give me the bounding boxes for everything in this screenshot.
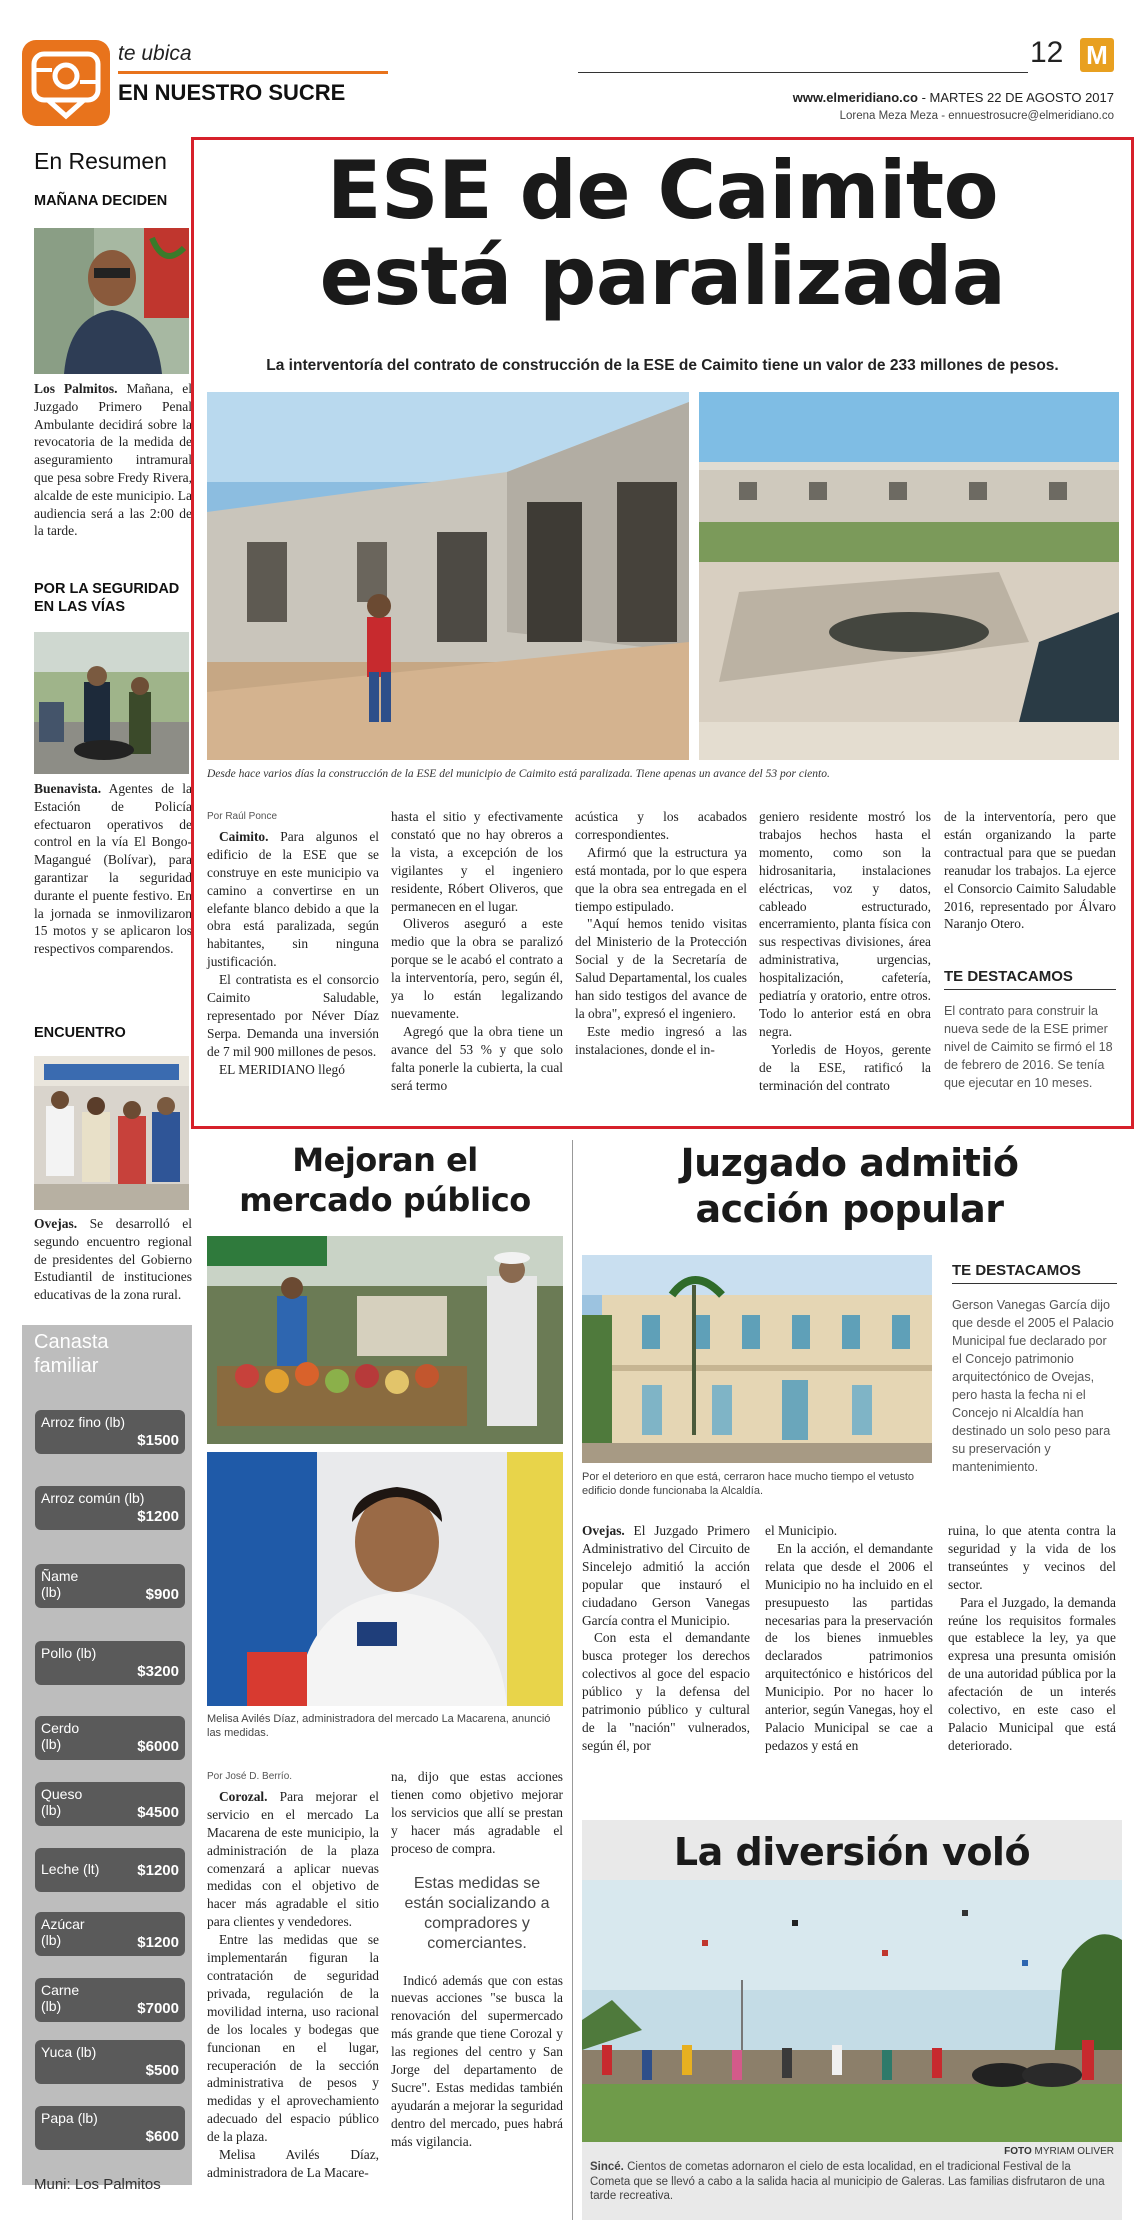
diversion-caption-text: Cientos de cometas adornaron el cielo de esta localidad, en el tradicional Festival de la Cometa que se llevó a cabo a la salida hacia al municipio de Galeras. Las familias disfrutaron de una tarde recreativa.	[590, 2161, 1105, 2202]
mercado-byline: Por José D. Berrío.	[207, 1771, 293, 1782]
main-subhead: La interventoría del contrato de construcción de la ESE de Caimito tiene un valor de 233 millones de pesos.	[266, 357, 1059, 374]
sidebar-title: En Resumen	[34, 148, 167, 174]
diversion-caption-lead: Sincé.	[590, 2161, 624, 2173]
mercado-paragraph: Entre las medidas que se implementarán figuran la contratación de seguridad privada, regulación de la movilidad interna, uso racional de los locales y bodegas que funcionan en el lugar, recuperación de la sección administrativa de pesos y medidas y el aprovechamiento adecuado del espacio público de la plaza.	[207, 1932, 379, 2145]
sidebar-text	[34, 1215, 192, 1304]
mercado-photo-stall	[207, 1236, 563, 1444]
sidebar-footer: Muni: Los Palmitos	[34, 2176, 161, 2193]
sidebar-lead: Buenavista.	[34, 781, 102, 796]
main-paragraph: de la interventoría, pero que están organizando la parte contractual para que se puedan reanudar los trabajos. La ejerce el Consorcio Caimito Saludable 2016, representado por Álvaro Naranjo Otero.	[944, 809, 1116, 932]
main-photo-site	[699, 392, 1119, 760]
main-col-2	[391, 808, 563, 1095]
main-headline-line1: ESE de Caimito	[326, 144, 999, 237]
price-value: $1200	[137, 1508, 179, 1525]
main-photo-caption: Desde hace varios días la construcción de la ESE del municipio de Caimito está paralizada. Tiene apenas un avance del 53 por ciento.	[207, 768, 830, 780]
juzgado-col-2	[765, 1522, 933, 1755]
price-item: Arroz fino (lb)	[41, 1414, 126, 1430]
price-item: Azúcar (lb)	[41, 1916, 85, 1948]
juzgado-headline-line2: acción popular	[695, 1187, 1004, 1231]
main-photo-building	[207, 392, 689, 760]
sidebar-body: Mañana, el Juzgado Primero Penal Ambulante decidirá sobre la revocatoria de la medida de aseguramiento intramural que pesa sobre Fredy Rivera, alcalde de este municipio. La audiencia será a las 2:00 de la tarde.	[34, 381, 192, 539]
price-item: Carne (lb)	[41, 1982, 80, 2014]
mercado-paragraph: Indicó además que con estas nuevas acciones "se busca la renovación del supermercado más grande que tiene Corozal y las regiones del centro y San Jorge del departamento de Sucre". Estas medidas también ayudarán a mejorar la seguridad dentro del mercado, pues habrá más vigilancia.	[391, 1972, 563, 2149]
main-paragraph: EL MERIDIANO llegó	[219, 1061, 345, 1077]
mercado-col-1	[207, 1768, 379, 2182]
canasta-title: Canasta familiar	[34, 1331, 109, 1377]
price-value: $900	[145, 1586, 179, 1603]
mercado-headline	[205, 1140, 565, 1220]
mercado-paragraph: Melisa Avilés Díaz, administradora de La Macare-	[207, 2147, 379, 2180]
diversion-photo-credit	[582, 2146, 1114, 2157]
price-value: $1500	[137, 1432, 179, 1449]
sidebar	[22, 140, 192, 2220]
sidebar-photo-mayor	[34, 228, 189, 374]
main-col-3	[575, 808, 747, 1059]
juzgado-destacamos-title: TE DESTACAMOS	[952, 1262, 1117, 1284]
page-number: 12	[1030, 36, 1064, 69]
price-row	[35, 1716, 185, 1760]
price-item: Papa (lb)	[41, 2110, 98, 2126]
price-row	[35, 1486, 185, 1530]
main-destacamos-title: TE DESTACAMOS	[944, 968, 1116, 990]
juzgado-paragraph	[582, 1522, 750, 1629]
price-item: Arroz común (lb)	[41, 1490, 145, 1506]
main-paragraph: Yorledis de Hoyos, gerente de la ESE, ratificó la terminación del contrato	[759, 1041, 931, 1093]
price-row	[35, 2040, 185, 2084]
price-value: $600	[145, 2128, 179, 2145]
price-row	[35, 1410, 185, 1454]
main-paragraph: acústica y los acabados correspondientes.	[575, 809, 747, 842]
juzgado-paragraph: el Municipio.	[765, 1523, 838, 1538]
sidebar-heading: POR LA SEGURIDAD EN LAS VÍAS	[34, 581, 180, 615]
section-label-small: te ubica	[118, 42, 192, 65]
price-value: $1200	[137, 1934, 179, 1951]
price-value: $7000	[137, 2000, 179, 2017]
sidebar-heading: MAÑANA DECIDEN	[34, 193, 168, 209]
juzgado-headline	[582, 1140, 1117, 1232]
sidebar-photo-students	[34, 1056, 189, 1210]
sidebar-text	[34, 780, 192, 958]
location-pin-icon	[22, 40, 110, 126]
section-rule	[118, 71, 388, 74]
juzgado-photo-caption: Por el deterioro en que está, cerraron hace mucho tiempo el vetusto edificio donde funcionaba la Alcaldía.	[582, 1471, 915, 1497]
mercado-paragraph	[207, 1788, 379, 1931]
sidebar-lead: Ovejas.	[34, 1216, 78, 1231]
section-label-big: EN NUESTRO SUCRE	[118, 80, 346, 105]
price-row	[35, 1641, 185, 1685]
newspaper-logo: M	[1080, 38, 1114, 72]
juzgado-text: El Juzgado Primero Administrativo del Circuito de Sincelejo admitió la acción popular que instauró el ciudadano Gerson Vanegas García contra el Municipio.	[582, 1523, 750, 1628]
main-paragraph	[207, 828, 379, 971]
main-paragraph: El contratista es el consorcio Caimito Saludable, representado por Néver Díaz Serpa. Demanda una inversión de 7 mil 900 millones de pesos.	[207, 972, 379, 1059]
price-value: $500	[145, 2062, 179, 2079]
photo-credit-name: MYRIAM OLIVER	[1031, 2146, 1114, 2157]
price-value: $4500	[137, 1804, 179, 1821]
juzgado-paragraph: Para el Juzgado, la demanda reúne los requisitos formales que establece la ley, ya que expresa una presunta omisión de una autoridad pública por la afectación de un interés colectivo, en este caso el Palacio Municipal que está deteriorado.	[948, 1594, 1116, 1753]
price-row	[35, 1848, 185, 1892]
price-item: Pollo (lb)	[41, 1645, 97, 1661]
mercado-headline-line2: mercado público	[239, 1181, 531, 1219]
mercado-pullquote: Estas medidas se están socializando a compradores y comerciantes.	[404, 1874, 550, 1952]
price-row	[35, 1912, 185, 1956]
mercado-photo-administrator	[207, 1452, 563, 1706]
header-date: - MARTES 22 DE AGOSTO 2017	[917, 90, 1114, 105]
main-paragraph: Este medio ingresó a las instalaciones, donde el in-	[575, 1023, 747, 1057]
mercado-text: Para mejorar el servicio en el mercado La Macarena de este municipio, la administración de la plaza comenzará a aplicar nuevas medidas con el objetivo de hacer más agradable el sitio para clientes y vendedores.	[207, 1788, 379, 1930]
juzgado-paragraph: ruina, lo que atenta contra la seguridad y la vida de los transeúntes y vecinos del sector.	[948, 1523, 1116, 1592]
main-paragraph: Afirmó que la estructura ya está montada, por lo que espera que la obra sea entregada en el tiempo estipulado.	[575, 844, 747, 914]
section-logo	[22, 40, 110, 126]
mercado-lead: Corozal.	[219, 1788, 268, 1804]
price-value: $3200	[137, 1663, 179, 1680]
juzgado-paragraph: Con esta el demandante busca proteger los derechos colectivos al goce del espacio público y la defensa del patrimonio público y cultural de la "nación" vulnerados, según él, por	[582, 1630, 750, 1753]
main-paragraph: Oliveros aseguró a este medio que la obra se paralizó porque se le acabó el contrato a la interventoría, pero, según él, ya lo están legalizando nuevamente.	[391, 916, 563, 1021]
main-paragraph: Agregó que la obra tiene un avance del 53 % y que solo falta ponerle la cubierta, la cual será termo	[391, 1023, 563, 1093]
diversion-caption	[590, 2160, 1114, 2204]
sidebar-body: Agentes de la Estación de Policía efectuaron operativos de control en la vía El Bongo- Magangué (Bolívar), para garantizar la seguridad durante el puente festivo. En la jornada se inmovilizaron 15 motos y se aplicaron los respectivos comparendos.	[34, 781, 192, 957]
juzgado-col-1	[582, 1522, 750, 1755]
main-paragraph: hasta el sitio y efectivamente constató que no hay obreros a la vista, a excepción de los vigilantes y el ingeniero residente, Róbert Oliveros, que permanecen en el lugar.	[391, 809, 563, 914]
price-item: Yuca (lb)	[41, 2044, 97, 2060]
main-byline: Por Raúl Ponce	[207, 811, 278, 822]
sidebar-photo-police	[34, 632, 189, 774]
price-item: Leche (lt)	[41, 1861, 100, 1877]
diversion-headline: La diversión voló	[673, 1830, 1031, 1874]
sidebar-body: Se desarrolló el segundo encuentro regional de presidentes del Gobierno Estudiantil de instituciones educativas de la zona rural.	[34, 1216, 192, 1303]
mercado-col-2	[391, 1768, 563, 2151]
diversion-photo-kites	[582, 1880, 1122, 2142]
sidebar-lead: Los Palmitos.	[34, 381, 118, 396]
main-text: Para algunos el edificio de la ESE que se construye en este municipio va camino a convertirse en un elefante blanco debido a que la obra está paralizada, según habitantes, sin ninguna justificación.	[207, 828, 379, 970]
main-lead: Caimito.	[219, 828, 269, 844]
price-item: Cerdo (lb)	[41, 1720, 80, 1752]
price-item: Ñame (lb)	[41, 1568, 79, 1600]
juzgado-col-3	[948, 1522, 1116, 1755]
price-row	[35, 1782, 185, 1826]
main-col-4	[759, 808, 931, 1095]
price-row	[35, 2106, 185, 2150]
juzgado-destacamos-text: Gerson Vanegas García dijo que desde el 2005 el Palacio Municipal fue declarado por el Concejo patrimonio arquitectónico de Ovejas, pero hasta la fecha ni el Concejo ni Alcaldía han destinado un solo peso para su preservación y mantenimiento.	[952, 1298, 1114, 1474]
price-row	[35, 1978, 185, 2022]
main-destacamos-text: El contrato para construir la nueva sede de la ESE primer nivel de Caimito se firmó el 18 de febrero de 2016. Se tenía que ejecutar en 10 meses.	[944, 1004, 1113, 1090]
price-item: Queso (lb)	[41, 1786, 83, 1818]
photo-credit-label: FOTO	[1004, 2146, 1032, 2157]
main-col-5	[944, 808, 1116, 933]
header-rule	[578, 72, 1028, 73]
header-site: www.elmeridiano.co	[792, 90, 918, 105]
main-col-1	[207, 808, 379, 1079]
main-headline	[195, 144, 1130, 323]
main-headline-line2: está paralizada	[319, 230, 1006, 323]
mercado-paragraph: na, dijo que estas acciones tienen como objetivo mejorar los servicios que allí se prestan y hacer más agradable el proceso de compra.	[391, 1769, 563, 1856]
main-paragraph: "Aquí hemos tenido visitas del Ministerio de la Protección Social y de la Secretaría de Salud Departamental, los cuales han sido testigos del avance de la obra", expresó el ingeniero.	[575, 916, 747, 1021]
sidebar-heading: ENCUENTRO	[34, 1025, 126, 1041]
price-row	[35, 1564, 185, 1608]
juzgado-paragraph: En la acción, el demandante relata que desde el 2006 el Municipio no ha incluido en el presupuesto las partidas necesarias para la preservación de los bienes inmuebles declarados patrimonios arquitectónico e históricos del Municipio. Por no hacer lo anterior, según Vanegas, hoy el Palacio Municipal se cae a pedazos y está en	[765, 1540, 933, 1753]
juzgado-headline-line1: Juzgado admitió	[680, 1141, 1019, 1185]
header-site-date	[600, 90, 1114, 105]
price-value: $6000	[137, 1738, 179, 1755]
mercado-headline-line1: Mejoran el	[292, 1141, 478, 1179]
sidebar-text	[34, 380, 192, 540]
price-value: $1200	[137, 1862, 179, 1879]
column-divider	[572, 1140, 573, 2220]
mercado-photo-caption: Melisa Avilés Díaz, administradora del mercado La Macarena, anunció las medidas.	[207, 1713, 551, 1739]
main-paragraph: geniero residente mostró los trabajos hechos hasta el momento, como son la hidrosanitaria, instalaciones eléctricas, voz y datos, cableado estructurado, encerramiento, planta física con sus respectivas divisiones, área administrativa, urgencias, hospitalización, cafetería, pediatría y oratorio, entre otros. Todo lo anterior está en obra negra.	[759, 809, 931, 1039]
juzgado-lead: Ovejas.	[582, 1523, 625, 1538]
header-editor: Lorena Meza Meza - ennuestrosucre@elmeridiano.co	[839, 110, 1114, 122]
juzgado-photo-building	[582, 1255, 932, 1463]
